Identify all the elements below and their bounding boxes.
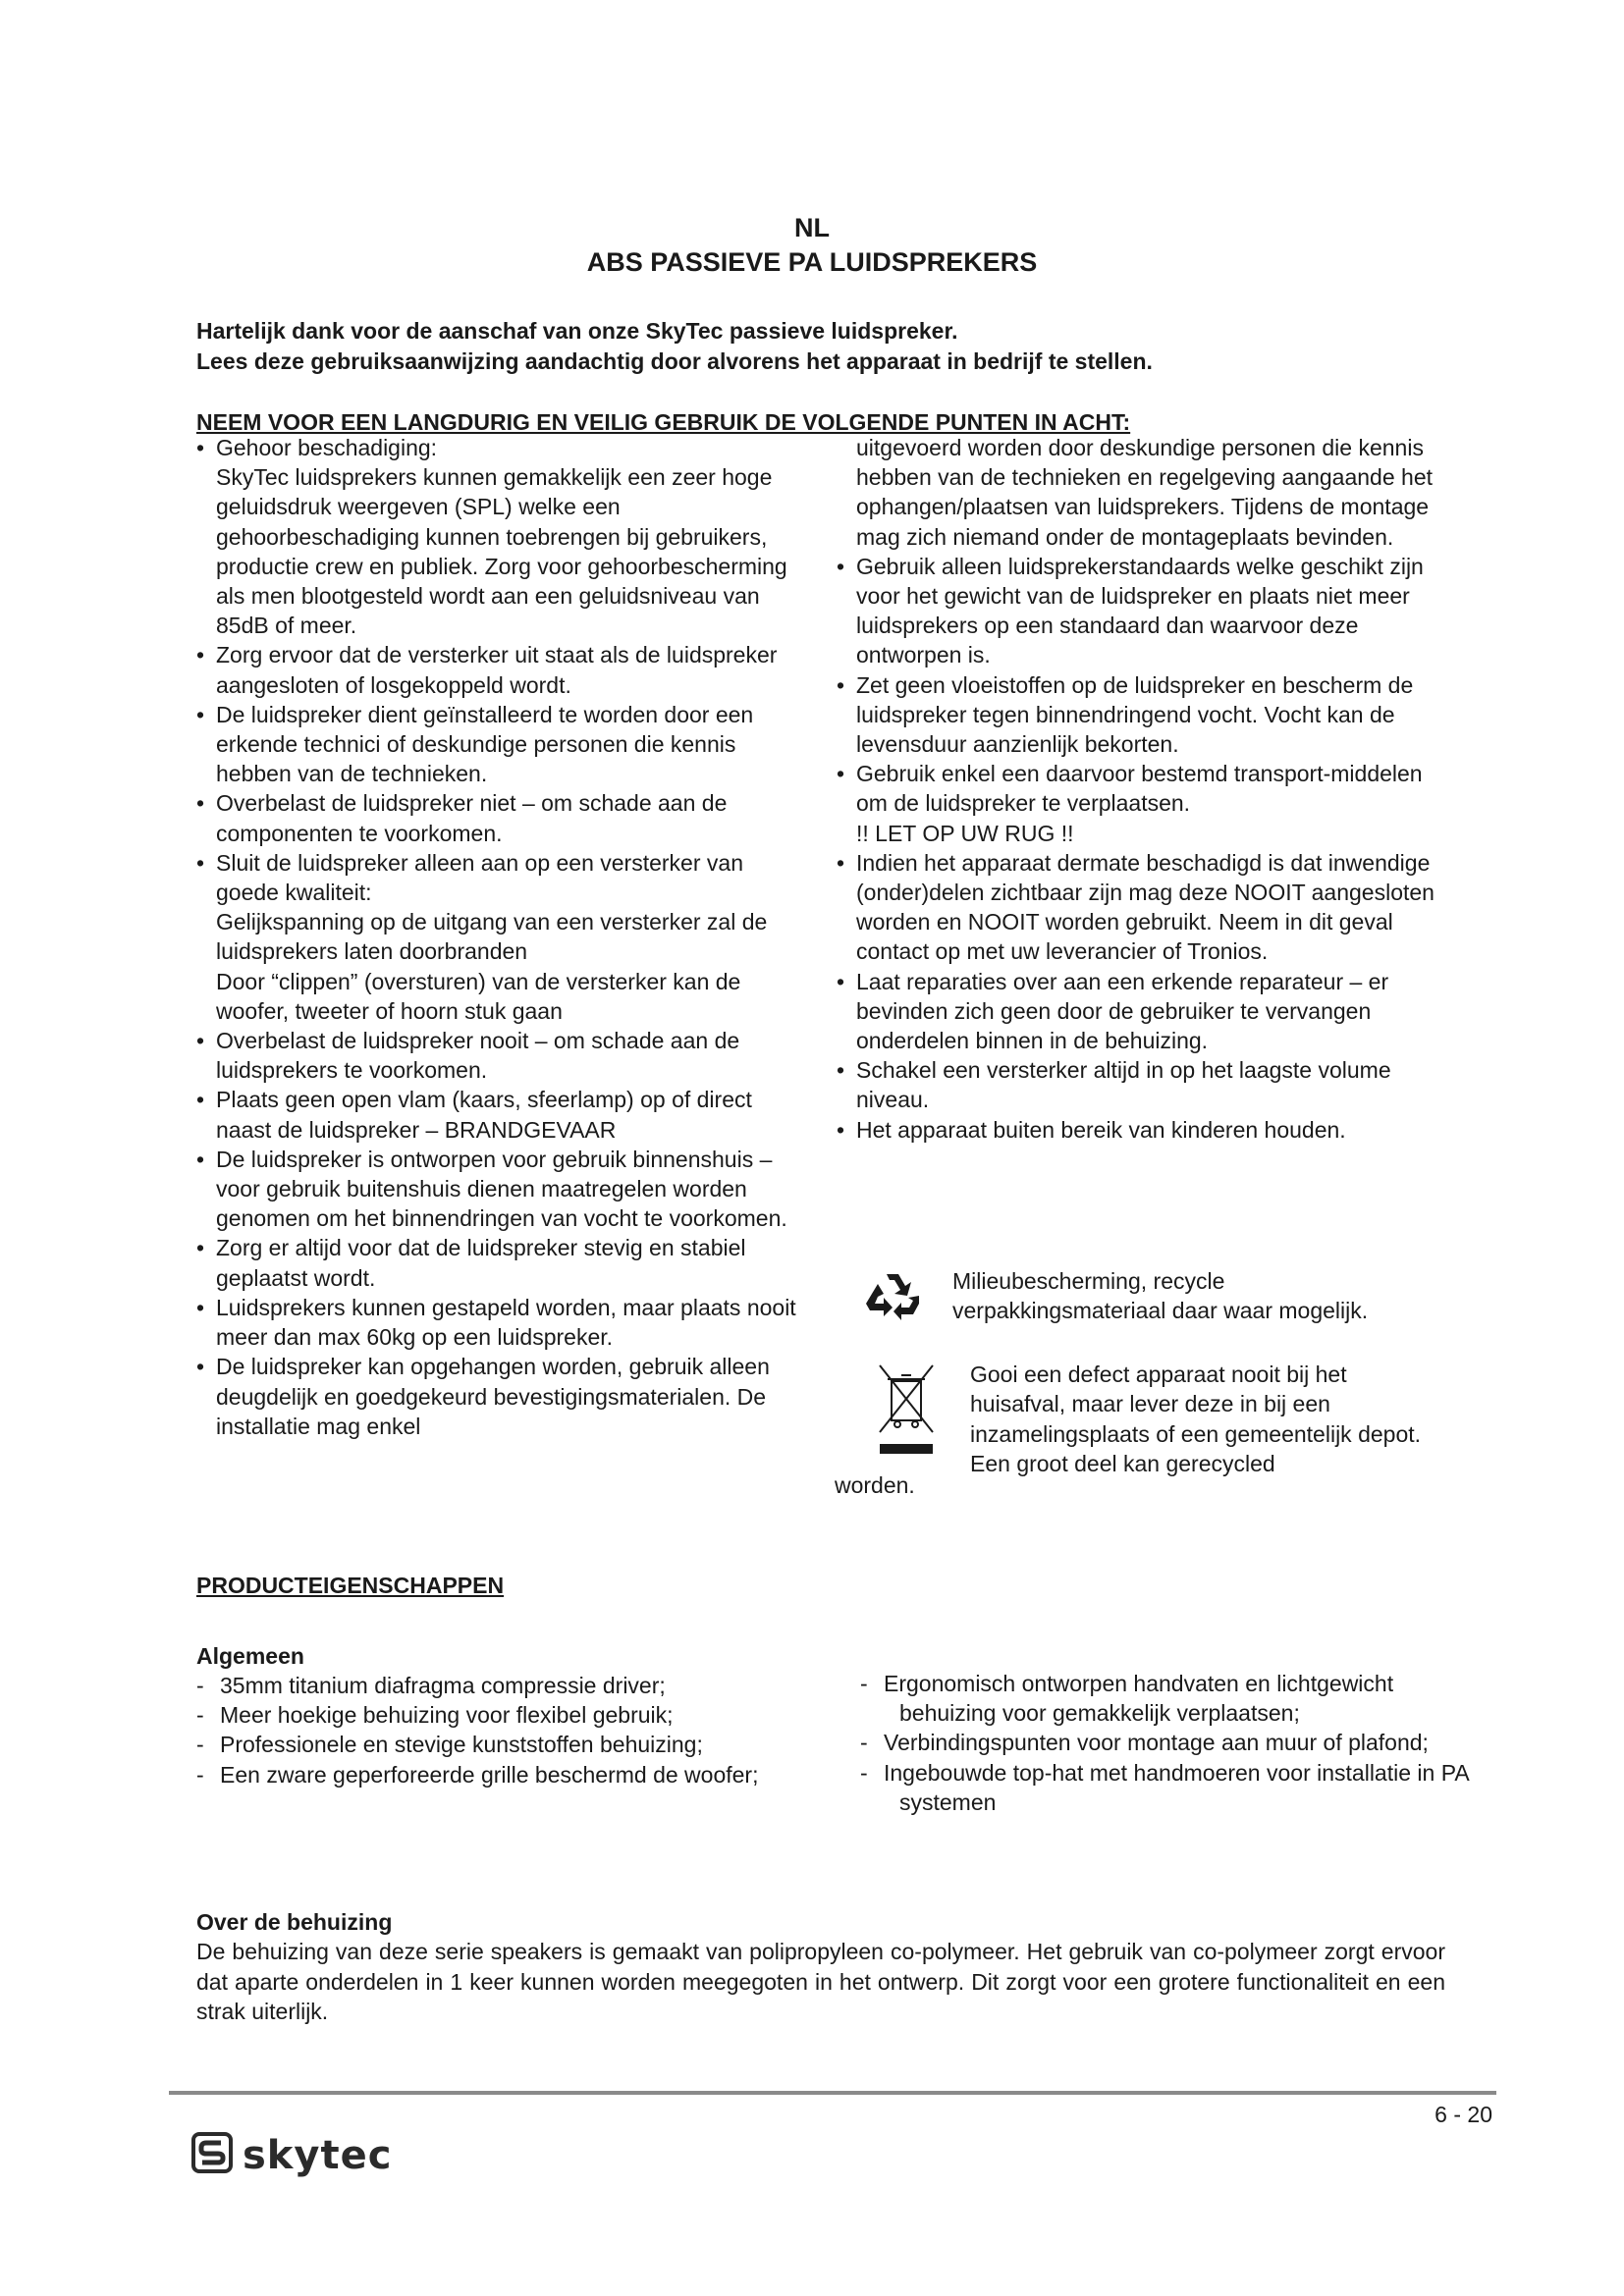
bullet-item: • Indien het apparaat dermate beschadigd is dat inwendige (onder)delen zichtbaar zijn mag deze NOOIT aangesloten worden en NOOIT worden gebruikt. Neem in dit geval contact op met uw leverancier of Tronios. — [837, 848, 1445, 967]
recycle-note — [835, 1266, 1443, 1330]
general-title: Algemeen — [196, 1643, 304, 1669]
feature-item: - Ergonomisch ontworpen handvaten en lichtgewicht behuizing voor gemakkelijk verplaatsen; — [860, 1669, 1469, 1728]
feature-item: - Verbindingspunten voor montage aan muur of plafond; — [860, 1728, 1469, 1757]
bullet-item: • De luidspreker dient geïnstalleerd te worden door een erkende technici of deskundige personen die kennis hebben van de technieken. — [196, 700, 805, 789]
feature-item: - Ingebouwde top-hat met handmoeren voor installatie in PA systemen — [860, 1758, 1469, 1817]
weee-text-end: worden. — [835, 1472, 915, 1499]
safety-heading: NEEM VOOR EEN LANGDURIG EN VEILIG GEBRUIK DE VOLGENDE PUNTEN IN ACHT: — [196, 409, 1131, 435]
bullet-item: • De luidspreker kan opgehangen worden, gebruik alleen deugdelijk en goedgekeurd bevestigingsmaterialen. De installatie mag enkel — [196, 1352, 805, 1441]
language-code: NL — [794, 213, 830, 242]
bullet-item: • De luidspreker is ontworpen voor gebruik binnenshuis – voor gebruik buitenshuis dienen maatregelen worden genomen om het binnendringen van vocht te voorkomen. — [196, 1145, 805, 1234]
feature-item: - 35mm titanium diafragma compressie driver; — [196, 1671, 805, 1700]
bullet-item: • Zet geen vloeistoffen op de luidspreker en bescherm de luidspreker tegen binnendringend vocht. Vocht kan de levensduur aanzienlijk bekorten. — [837, 670, 1445, 760]
safety-left-column — [196, 433, 805, 1441]
intro-text — [196, 316, 1473, 377]
bullet-subtext: !! LET OP UW RUG !! — [856, 820, 1074, 846]
feature-item: - Een zware geperforeerde grille beschermd de woofer; — [196, 1760, 805, 1789]
bullet-item: • Laat reparaties over aan een erkende reparateur – er bevinden zich geen door de gebruiker te vervangen onderdelen binnen in de behuizing. — [837, 967, 1445, 1056]
features-general — [196, 1641, 805, 1789]
features-heading: PRODUCTEIGENSCHAPPEN — [196, 1573, 505, 1598]
bullet-item: • Plaats geen open vlam (kaars, sfeerlamp) op of direct naast de luidspreker – BRANDGEVAAR — [196, 1085, 805, 1144]
bullet-subtext: Door “clippen” (oversturen) van de versterker kan de woofer, tweeter of hoorn stuk gaan — [216, 968, 741, 1024]
housing-section — [196, 1907, 1445, 2027]
housing-text: De behuizing van deze serie speakers is gemaakt van polipropyleen co-polymeer. Het gebruik van co-polymeer zorgt ervoor dat aparte onderdelen in 1 keer kunnen worden meegegoten in het ontwerp. Dit zorgt voor een grotere functionaliteit en een strak uiterlijk. — [196, 1939, 1445, 2024]
recycle-icon — [864, 1270, 921, 1330]
bullet-subtext: Gelijkspanning op de uitgang van een versterker zal de luidsprekers laten doorbranden — [216, 909, 768, 965]
feature-item: - Meer hoekige behuizing voor flexibel gebruik; — [196, 1700, 805, 1730]
safety-right-column — [837, 433, 1445, 1145]
bullet-item: • Gebruik alleen luidsprekerstandaards welke geschikt zijn voor het gewicht van de luidspreker en plaats niet meer luidsprekers op een standaard dan waarvoor deze ontworpen is. — [837, 552, 1445, 670]
skytec-s-logo-icon — [191, 2132, 233, 2178]
safety-right-list — [837, 433, 1445, 1145]
recycle-text: Milieubescherming, recycle verpakkingsmateriaal daar waar mogelijk. — [952, 1268, 1369, 1324]
features-right-list — [860, 1669, 1469, 1817]
bullet-item: • Schakel een versterker altijd in op het laagste volume niveau. — [837, 1055, 1445, 1114]
page-number: 6 - 20 — [1435, 2102, 1492, 2127]
environment-notes — [835, 1266, 1443, 1500]
page-title: ABS PASSIEVE PA LUIDSPREKERS — [586, 247, 1038, 277]
bullet-item: • Gebruik enkel een daarvoor bestemd transport-middelen om de luidspreker te verplaatsen. — [837, 759, 1445, 818]
bullet-item: • Sluit de luidspreker alleen aan op een versterker van goede kwaliteit: — [196, 848, 805, 907]
feature-item: - Professionele en stevige kunststoffen behuizing; — [196, 1730, 805, 1759]
bullet-item: • Gehoor beschadiging: — [196, 433, 805, 462]
crossed-bin-icon — [874, 1360, 939, 1465]
weee-text: Gooi een defect apparaat nooit bij het huisafval, maar lever deze in bij een inzamelingsplaats of een gemeentelijk depot. Een groot deel kan gerecycled — [970, 1362, 1422, 1476]
bullet-subtext: uitgevoerd worden door deskundige personen die kennis hebben van de technieken en regelgeving aangaande het ophangen/plaatsen van luidsprekers. Tijdens de montage mag zich niemand onder de montageplaats bevinden. — [856, 435, 1433, 550]
bullet-item: • Zorg er altijd voor dat de luidspreker stevig en stabiel geplaatst wordt. — [196, 1233, 805, 1292]
weee-note — [835, 1360, 1443, 1478]
bullet-item: • Zorg ervoor dat de versterker uit staat als de luidspreker aangesloten of losgekoppeld wordt. — [196, 640, 805, 699]
bullet-item: • Luidsprekers kunnen gestapeld worden, maar plaats nooit meer dan max 60kg op een luidspreker. — [196, 1293, 805, 1352]
page-header — [0, 211, 1624, 280]
intro-line: Lees deze gebruiksaanwijzing aandachtig door alvorens het apparaat in bedrijf te stellen. — [196, 348, 1153, 374]
footer-divider — [169, 2091, 1496, 2095]
bullet-item: • Overbelast de luidspreker nooit – om schade aan de luidsprekers te voorkomen. — [196, 1026, 805, 1085]
bullet-item: • Het apparaat buiten bereik van kinderen houden. — [837, 1115, 1445, 1145]
bullet-item: • Overbelast de luidspreker niet – om schade aan de componenten te voorkomen. — [196, 788, 805, 847]
housing-title: Over de behuizing — [196, 1909, 393, 1935]
intro-line: Hartelijk dank voor de aanschaf van onze SkyTec passieve luidspreker. — [196, 318, 958, 344]
brand-name: skytec — [243, 2132, 393, 2178]
skytec-logo — [191, 2132, 392, 2178]
bullet-subtext: SkyTec luidsprekers kunnen gemakkelijk een zeer hoge geluidsdruk weergeven (SPL) welke een gehoorbeschadiging kunnen toebrengen bij gebruikers, productie crew en publiek. Zorg voor gehoorbescherming als men blootgesteld wordt aan een geluidsniveau van 85dB of meer. — [216, 464, 787, 639]
features-left-list — [196, 1671, 805, 1789]
